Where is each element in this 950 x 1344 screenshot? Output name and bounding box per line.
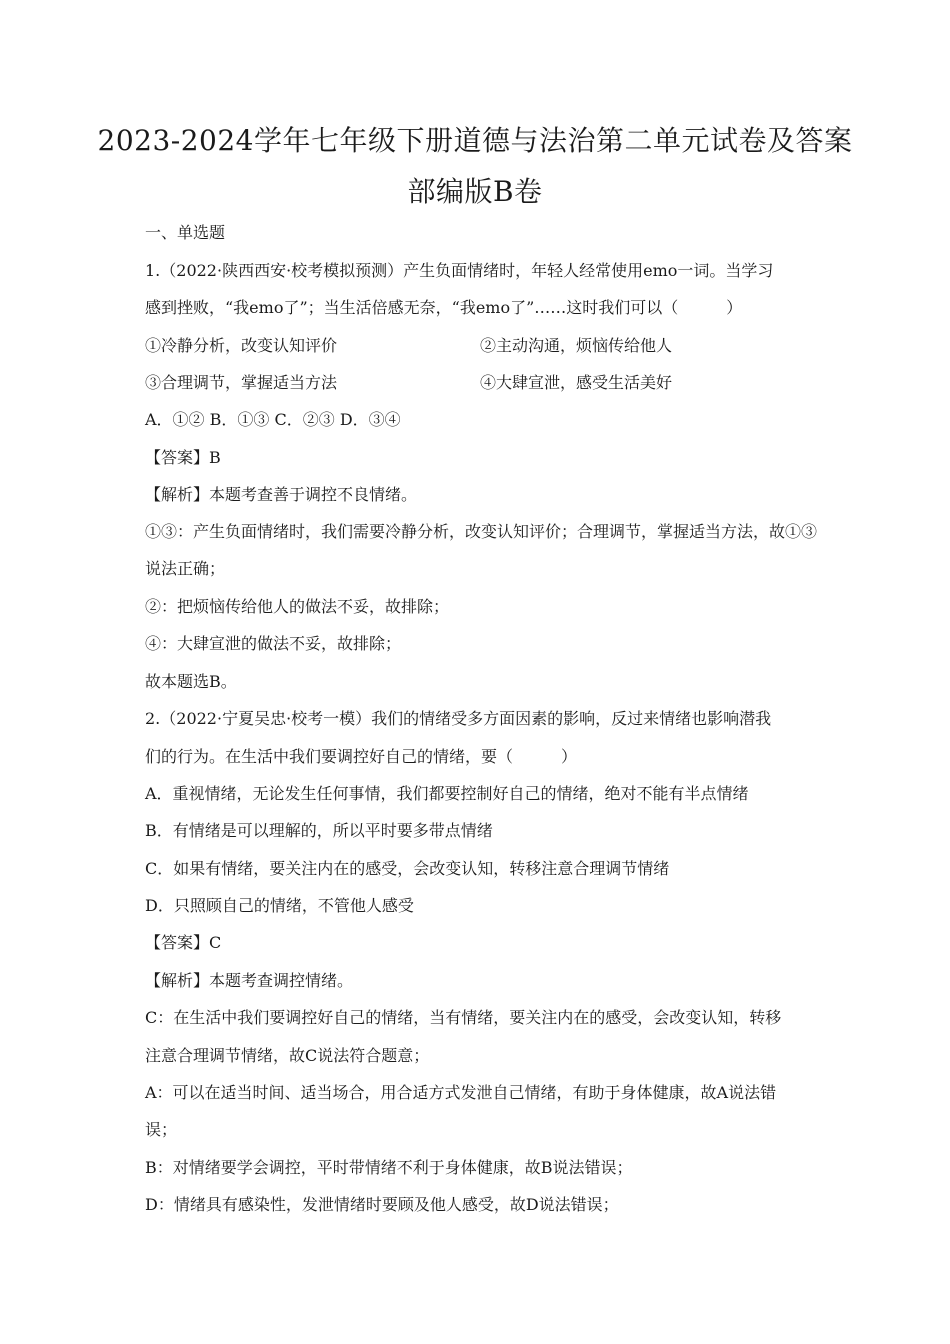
q2-option-c: C．如果有情绪，要关注内在的感受，会改变认知，转移注意合理调节情绪 [145, 859, 670, 878]
q1-option-4: ④大肆宣泄，感受生活美好 [480, 373, 673, 392]
doc-title-line2: 部编版B卷 [407, 175, 543, 208]
q1-stem-line2: 感到挫败，“我emo了”；当生活倍感无奈，“我emo了”……这时我们可以（ ） [145, 298, 743, 317]
q1-stem-line1: 1.（2022·陕西西安·校考模拟预测）产生负面情绪时，年轻人经常使用emo一词。当学习 [145, 261, 774, 280]
q1-explanation-1a: ①③：产生负面情绪时，我们需要冷静分析，改变认知评价；合理调节，掌握适当方法，故①③ [145, 522, 818, 541]
q2-explanation-b: B：对情绪要学会调控，平时带情绪不利于身体健康，故B说法错误； [145, 1158, 633, 1177]
q2-option-a: A．重视情绪，无论发生任何事情，我们都要控制好自己的情绪，绝对不能有半点情绪 [145, 784, 749, 803]
q2-option-d: D．只照顾自己的情绪，不管他人感受 [145, 896, 414, 915]
q2-stem-line2: 们的行为。在生活中我们要调控好自己的情绪，要（ ） [145, 747, 578, 766]
q2-explanation-c1: C：在生活中我们要调控好自己的情绪，当有情绪，要关注内在的感受，会改变认知，转移 [145, 1008, 782, 1027]
q1-explanation-3: ④：大肆宣泄的做法不妥，故排除； [145, 634, 402, 653]
q2-explanation-a1: A：可以在适当时间、适当场合，用合适方式发泄自己情绪，有助于身体健康，故A说法错 [145, 1083, 777, 1102]
q1-explanation-2: ②：把烦恼传给他人的做法不妥，故排除； [145, 597, 450, 616]
q1-answer: 【答案】B [145, 448, 221, 467]
q2-answer: 【答案】C [145, 933, 222, 952]
q2-stem-line1: 2.（2022·宁夏吴忠·校考一模）我们的情绪受多方面因素的影响，反过来情绪也影响潜我 [145, 709, 772, 728]
q1-option-1: ①冷静分析，改变认知评价 [145, 336, 338, 355]
section-heading: 一、单选题 [145, 223, 226, 242]
q1-choices: A．①② B．①③ C．②③ D．③④ [145, 410, 401, 429]
q1-analysis: 【解析】本题考查善于调控不良情绪。 [145, 485, 418, 504]
q2-explanation-d: D：情绪具有感染性，发泄情绪时要顾及他人感受，故D说法错误； [145, 1195, 619, 1214]
q1-option-3: ③合理调节，掌握适当方法 [145, 373, 338, 392]
q2-explanation-a2: 误； [145, 1120, 178, 1139]
q2-analysis: 【解析】本题考查调控情绪。 [145, 971, 354, 990]
q2-option-b: B．有情绪是可以理解的，所以平时要多带点情绪 [145, 821, 493, 840]
q1-explanation-1b: 说法正确； [145, 559, 226, 578]
doc-title-line1: 2023-2024学年七年级下册道德与法治第二单元试卷及答案 [97, 124, 853, 157]
q1-option-2: ②主动沟通，烦恼传给他人 [480, 336, 673, 355]
q1-conclusion: 故本题选B。 [145, 672, 237, 691]
q2-explanation-c2: 注意合理调节情绪，故C说法符合题意； [145, 1046, 430, 1065]
